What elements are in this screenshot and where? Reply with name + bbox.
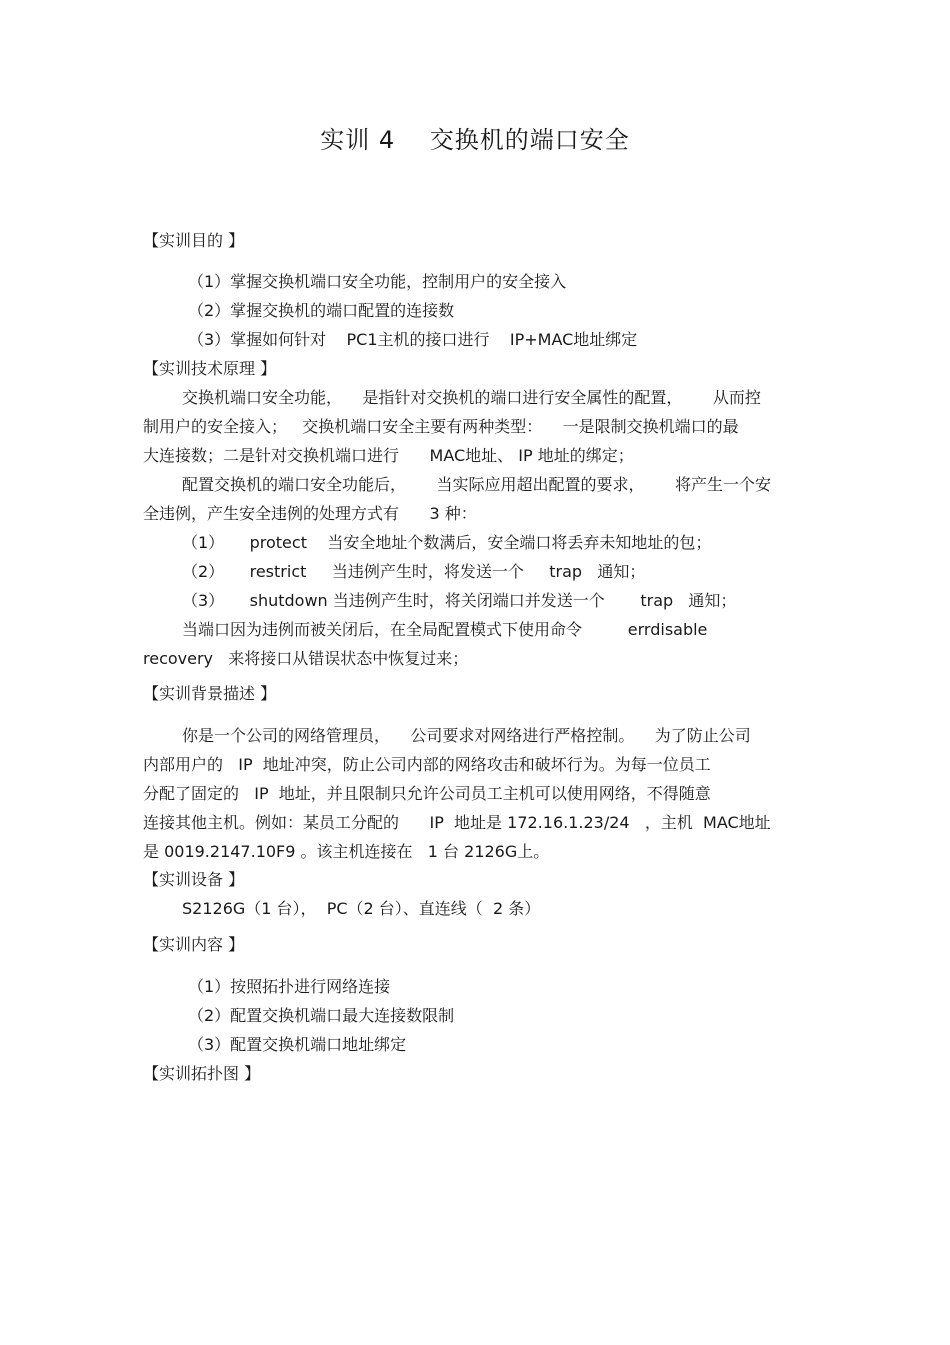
- purpose-heading: 【实训目的 】: [143, 231, 245, 250]
- principle-line-4: 配置交换机的端口安全功能后， 当实际应用超出配置的要求， 将产生一个安: [182, 475, 772, 494]
- principle-line-9: 当端口因为违例而被关闭后，在全局配置模式下使用命令 errdisable: [182, 620, 708, 639]
- purpose-item-1: （1）掌握交换机端口安全功能，控制用户的安全接入: [188, 272, 567, 291]
- purpose-item-2: （2）掌握交换机的端口配置的连接数: [188, 301, 455, 320]
- background-heading: 【实训背景描述 】: [143, 684, 277, 703]
- background-line-3: 分配了固定的 IP 地址，并且限制只允许公司员工主机可以使用网络，不得随意: [143, 784, 711, 803]
- principle-line-3: 大连接数；二是针对交换机端口进行 MAC地址、 IP 地址的绑定；: [143, 446, 634, 465]
- background-line-2: 内部用户的 IP 地址冲突，防止公司内部的网络攻击和破坏行为。为每一位员工: [143, 755, 711, 774]
- principle-heading: 【实训技术原理 】: [143, 359, 277, 378]
- content-item-1: （1）按照拓扑进行网络连接: [188, 977, 391, 996]
- equipment-text: S2126G（1 台）， PC（2 台）、直连线（ 2 条）: [182, 899, 541, 918]
- content-item-3: （3）配置交换机端口地址绑定: [188, 1035, 407, 1054]
- content-item-2: （2）配置交换机端口最大连接数限制: [188, 1006, 455, 1025]
- principle-line-10: recovery 来将接口从错误状态中恢复过来；: [143, 649, 469, 668]
- content-heading: 【实训内容 】: [143, 935, 245, 954]
- principle-line-1: 交换机端口安全功能， 是指针对交换机的端口进行安全属性的配置， 从而控: [182, 388, 761, 407]
- page-title: 实训 4 交换机的端口安全: [320, 126, 630, 154]
- principle-line-5: 全违例，产生安全违例的处理方式有 3 种：: [143, 504, 477, 523]
- violation-shutdown: （3） shutdown 当违例产生时，将关闭端口并发送一个 trap 通知；: [182, 591, 737, 610]
- violation-restrict: （2） restrict 当违例产生时，将发送一个 trap 通知；: [182, 562, 646, 581]
- equipment-heading: 【实训设备 】: [143, 870, 245, 889]
- purpose-item-3: （3）掌握如何针对 PC1主机的接口进行 IP+MAC地址绑定: [188, 330, 638, 349]
- topology-heading: 【实训拓扑图 】: [143, 1064, 261, 1083]
- background-line-4: 连接其他主机。例如：某员工分配的 IP 地址是 172.16.1.23/24 ，主机 MAC地址: [143, 813, 771, 832]
- principle-line-2: 制用户的安全接入； 交换机端口安全主要有两种类型： 一是限制交换机端口的最: [143, 417, 739, 436]
- violation-protect: （1） protect 当安全地址个数满后，安全端口将丢弃未知地址的包；: [182, 533, 712, 552]
- background-line-5: 是 0019.2147.10F9 。该主机连接在 1 台 2126G上。: [143, 842, 550, 861]
- background-line-1: 你是一个公司的网络管理员， 公司要求对网络进行严格控制。 为了防止公司: [182, 726, 751, 745]
